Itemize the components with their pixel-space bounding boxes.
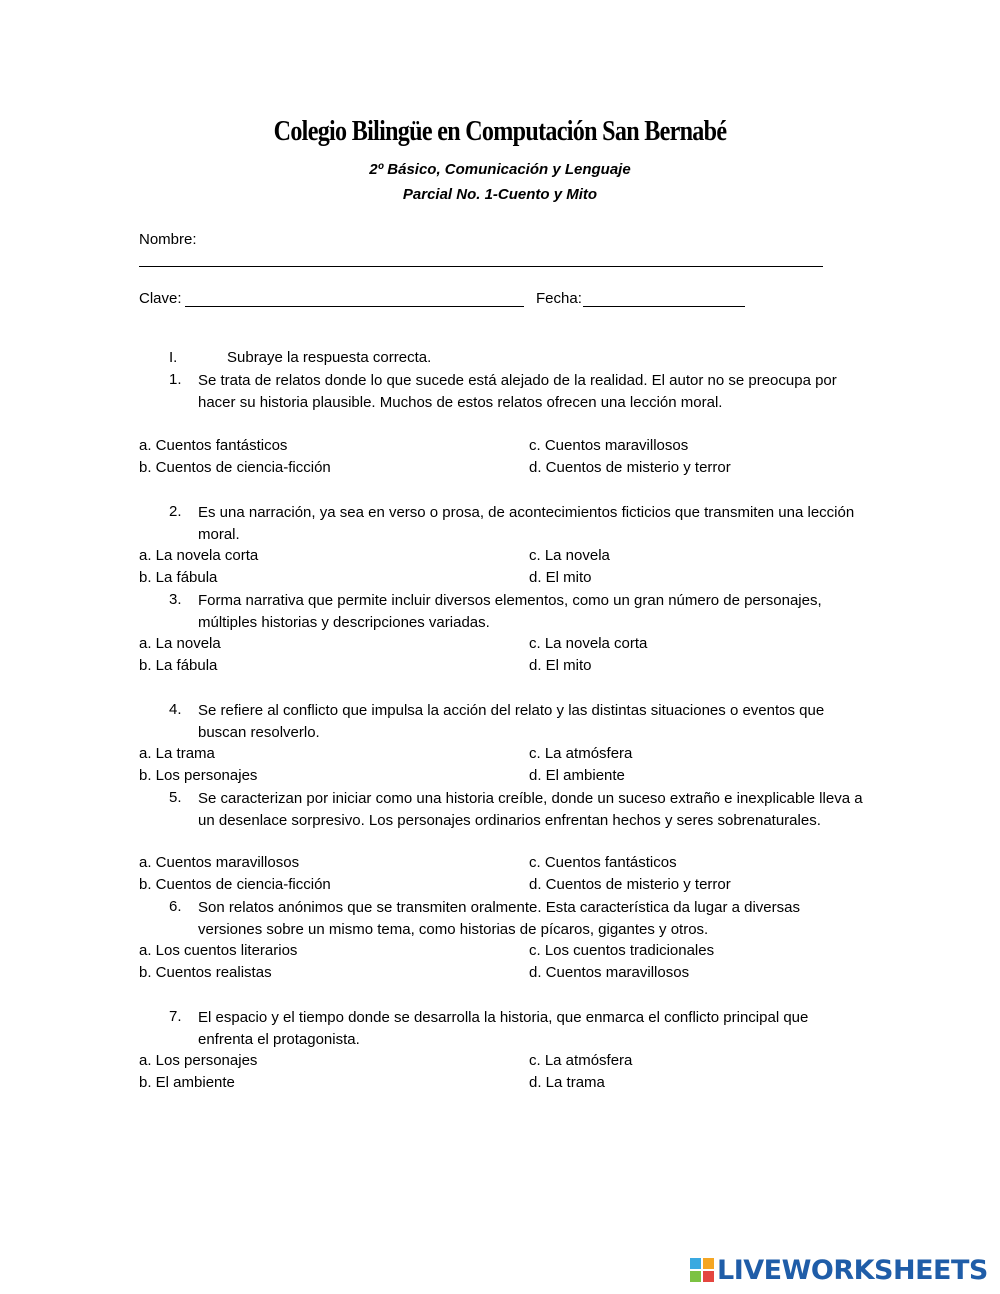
option-a[interactable]: a. La trama — [139, 745, 215, 762]
option-d[interactable]: d. Cuentos de misterio y terror — [529, 876, 731, 893]
question-number: 2. — [169, 503, 182, 520]
option-a[interactable]: a. La novela corta — [139, 547, 259, 564]
option-c[interactable]: c. La atmósfera — [529, 1052, 633, 1069]
nombre-label: Nombre: — [139, 231, 197, 248]
option-b[interactable]: b. La fábula — [139, 657, 218, 674]
question-text: Forma narrativa que permite incluir diversos elementos, como un gran número de personajes, múltiples historias y descripciones variadas. — [198, 592, 822, 631]
question-number: 3. — [169, 591, 182, 608]
option-b[interactable]: b. El ambiente — [139, 1074, 235, 1091]
page-title: Colegio Bilingüe en Computación San Bernabé — [273, 116, 727, 147]
option-a[interactable]: a. Cuentos maravillosos — [139, 854, 300, 871]
option-b[interactable]: b. Cuentos realistas — [139, 964, 272, 981]
option-c[interactable]: c. La novela corta — [529, 635, 648, 652]
option-c[interactable]: c. Los cuentos tradicionales — [529, 942, 715, 959]
page-subtitle-course: 2º Básico, Comunicación y Lenguaje — [369, 161, 631, 178]
page-subtitle-exam: Parcial No. 1-Cuento y Mito — [402, 186, 598, 203]
option-c[interactable]: c. La novela — [529, 547, 610, 564]
option-c[interactable]: c. La atmósfera — [529, 745, 633, 762]
question-text: Son relatos anónimos que se transmiten oralmente. Esta característica da lugar a diversas versiones sobre un mismo tema, como historias de pícaros, gigantes y otros. — [198, 899, 800, 938]
option-c[interactable]: c. Cuentos maravillosos — [529, 437, 689, 454]
option-c[interactable]: c. Cuentos fantásticos — [529, 854, 677, 871]
option-b[interactable]: b. Los personajes — [139, 767, 258, 784]
question-text: Se caracterizan por iniciar como una historia creíble, donde un suceso extraño e inexplicable lleva a un desenlace sorpresivo. Los personajes ordinarios enfrentan hechos y seres sobrenaturales. — [198, 790, 863, 829]
section-numeral: I. — [169, 349, 178, 366]
logo-text: LIVEWORKSHEETS — [717, 1254, 988, 1286]
option-b[interactable]: b. La fábula — [139, 569, 218, 586]
option-a[interactable]: a. Cuentos fantásticos — [139, 437, 288, 454]
logo-mark-icon — [690, 1258, 714, 1282]
fecha-label: Fecha: — [536, 290, 582, 307]
option-b[interactable]: b. Cuentos de ciencia-ficción — [139, 876, 331, 893]
option-a[interactable]: a. Los personajes — [139, 1052, 258, 1069]
question-text: Se refiere al conflicto que impulsa la acción del relato y las distintas situaciones o eventos que buscan resolverlo. — [198, 702, 825, 741]
option-d[interactable]: d. Cuentos maravillosos — [529, 964, 690, 981]
option-d[interactable]: d. El mito — [529, 657, 592, 674]
option-d[interactable]: d. Cuentos de misterio y terror — [529, 459, 731, 476]
question-text: Se trata de relatos donde lo que sucede está alejado de la realidad. El autor no se preocupa por hacer su historia plausible. Muchos de estos relatos ofrecen una lección moral. — [198, 372, 837, 411]
option-a[interactable]: a. Los cuentos literarios — [139, 942, 298, 959]
option-d[interactable]: d. El ambiente — [529, 767, 625, 784]
section-instruction: Subraye la respuesta correcta. — [227, 349, 432, 366]
question-text: Es una narración, ya sea en verso o prosa, de acontecimientos ficticios que transmiten una lección moral. — [198, 504, 855, 543]
liveworksheets-logo[interactable] — [690, 1256, 988, 1284]
option-b[interactable]: b. Cuentos de ciencia-ficción — [139, 459, 331, 476]
option-d[interactable]: d. El mito — [529, 569, 592, 586]
question-number: 5. — [169, 789, 182, 806]
option-a[interactable]: a. La novela — [139, 635, 221, 652]
question-number: 6. — [169, 898, 182, 915]
nombre-field[interactable] — [139, 266, 823, 267]
question-number: 1. — [169, 371, 182, 388]
fecha-field[interactable] — [583, 306, 745, 307]
question-number: 4. — [169, 701, 182, 718]
clave-field[interactable] — [185, 306, 524, 307]
question-text: El espacio y el tiempo donde se desarrolla la historia, que enmarca el conflicto principal que enfrenta el protagonista. — [198, 1009, 809, 1048]
option-d[interactable]: d. La trama — [529, 1074, 605, 1091]
question-number: 7. — [169, 1008, 182, 1025]
clave-label: Clave: — [139, 290, 182, 307]
